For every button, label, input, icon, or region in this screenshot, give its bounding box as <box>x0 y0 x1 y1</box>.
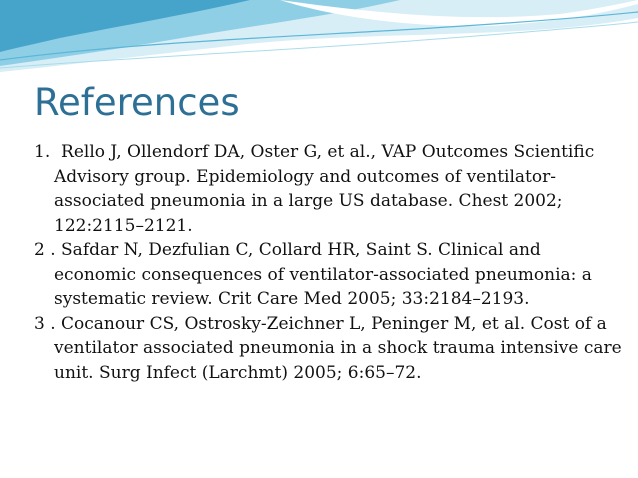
reference-list <box>34 140 624 385</box>
reference-text: Safdar N, Dezfulian C, Collard HR, Saint S. Clinical and economic consequences of ventilator-associated pneumonia: a systematic review. Crit Care Med 2005; 33:2184–2193. <box>54 240 592 309</box>
reference-text: Rello J, Ollendorf DA, Oster G, et al., VAP Outcomes Scientific Advisory group. Epidemiology and outcomes of ventilator-associated pneumonia in a large US database. Chest 2002; 122:2115–2121. <box>54 142 595 236</box>
slide-title: References <box>34 81 240 124</box>
reference-text: Cocanour CS, Ostrosky-Zeichner L, Peninger M, et al. Cost of a ventilator associated pneumonia in a shock trauma intensive care unit. Surg Infect (Larchmt) 2005; 6:65–72. <box>54 313 622 383</box>
reference-number: 2 . <box>34 240 62 260</box>
reference-item <box>34 140 624 238</box>
reference-item <box>34 312 624 386</box>
reference-number: 3 . <box>34 313 62 334</box>
reference-item <box>34 238 624 312</box>
reference-number: 1. <box>34 142 62 162</box>
header-wave-decoration <box>0 0 638 80</box>
